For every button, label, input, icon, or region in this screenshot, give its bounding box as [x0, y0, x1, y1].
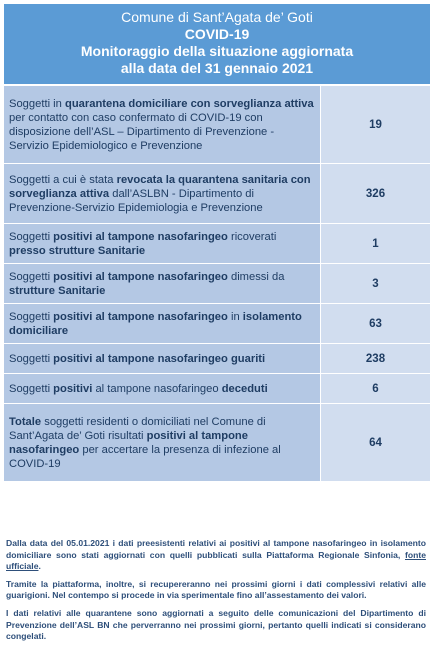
description-text: in — [227, 310, 243, 323]
row-description — [4, 304, 321, 344]
row-value: 63 — [321, 304, 431, 344]
note-sinfonia-end: . — [38, 561, 41, 572]
stats-row — [4, 344, 431, 374]
description-emphasis: isolamento domiciliare — [9, 310, 302, 337]
note-quarantine: I dati relativi alle quarantene sono aggiornati a seguito delle comunicazioni del Dipartimento di Prevenzione dell’ASL BN che perverranno nei prossimi giorni, pertanto quelli indicati si considerano congelati. — [6, 607, 426, 642]
stats-row — [4, 304, 431, 344]
stats-table — [3, 85, 431, 482]
description-text: Soggetti in — [9, 97, 65, 110]
description-emphasis: positivi al tampone nasofaringeo — [53, 230, 228, 243]
description-emphasis: Totale — [9, 415, 42, 428]
description-emphasis: positivi al tampone nasofaringeo — [9, 429, 248, 456]
row-value: 6 — [321, 374, 431, 404]
row-description — [4, 264, 321, 304]
description-emphasis: positivi al tampone nasofaringeo — [53, 270, 228, 283]
monitoring-sheet — [3, 3, 431, 482]
official-source-link[interactable]: fonte ufficiale — [6, 549, 426, 572]
description-emphasis: positivi al tampone nasofaringeo guariti — [53, 352, 266, 365]
stats-row — [4, 264, 431, 304]
row-description — [4, 374, 321, 404]
note-recoveries: Tramite la piattaforma, inoltre, si recupereranno nei prossimi giorni i dati complessivi relativi alle guarigioni. Nel contempo si procede in via sperimentale fino all’assestamento dei valori. — [6, 578, 426, 601]
description-emphasis: strutture Sanitarie — [9, 284, 106, 297]
report-header — [3, 3, 431, 85]
covid-title: COVID-19 — [184, 26, 250, 42]
stats-row — [4, 374, 431, 404]
stats-row — [4, 164, 431, 224]
row-value: 1 — [321, 224, 431, 264]
note-sinfonia-text: Dalla data del 05.01.2021 i dati preesistenti relativi ai positivi al tampone nasofaringeo in isolamento domiciliare sono stati aggiornati con quelli pubblicati sulla Piattaforma Regionale Sinfonia, — [6, 538, 426, 560]
row-description — [4, 224, 321, 264]
row-value: 3 — [321, 264, 431, 304]
municipality-title: Comune di Sant’Agata de’ Goti — [121, 9, 313, 25]
description-text: dimessi da — [227, 270, 285, 283]
description-text: Soggetti — [9, 230, 54, 243]
row-description — [4, 164, 321, 224]
description-text: Soggetti — [9, 310, 54, 323]
notes-section — [6, 538, 426, 649]
report-date: alla data del 31 gennaio 2021 — [120, 60, 314, 76]
row-value: 64 — [321, 404, 431, 482]
description-text: Soggetti — [9, 382, 54, 395]
note-sinfonia — [6, 538, 426, 573]
stats-row — [4, 86, 431, 164]
description-emphasis: revocata la quarantena sanitaria con sorveglianza attiva — [9, 173, 311, 200]
description-text: Soggetti — [9, 270, 54, 283]
description-text: Soggetti — [9, 352, 54, 365]
description-text: per accertare la presenza di infezione al COVID-19 — [9, 443, 281, 470]
row-description — [4, 86, 321, 164]
description-text: per contatto con caso confermato di COVID-19 con disposizione dell’ASL – Dipartimento di Prevenzione - Servizio Epidemiologico e Prevenzione — [9, 111, 275, 152]
description-text: ricoverati — [227, 230, 277, 243]
description-text: soggetti residenti o domiciliati nel Comune di Sant’Agata de’ Goti risultati — [9, 415, 266, 442]
row-description — [4, 344, 321, 374]
description-text: Soggetti a cui è stata — [9, 173, 117, 186]
stats-row — [4, 224, 431, 264]
stats-row — [4, 404, 431, 482]
row-value: 326 — [321, 164, 431, 224]
description-emphasis: presso strutture Sanitarie — [9, 244, 146, 257]
monitoring-title: Monitoraggio della situazione aggiornata — [80, 43, 354, 59]
description-emphasis: positivi al tampone nasofaringeo — [53, 310, 228, 323]
description-emphasis: positivi — [53, 382, 93, 395]
row-value: 19 — [321, 86, 431, 164]
description-text: al tampone nasofaringeo — [92, 382, 222, 395]
row-value: 238 — [321, 344, 431, 374]
description-emphasis: quarantena domiciliare con sorveglianza attiva — [64, 97, 314, 110]
row-description — [4, 404, 321, 482]
description-emphasis: deceduti — [221, 382, 268, 395]
description-text: dall’ASLBN - Dipartimento di Prevenzione-Servizio Epidemiologia e Prevenzione — [9, 187, 263, 214]
